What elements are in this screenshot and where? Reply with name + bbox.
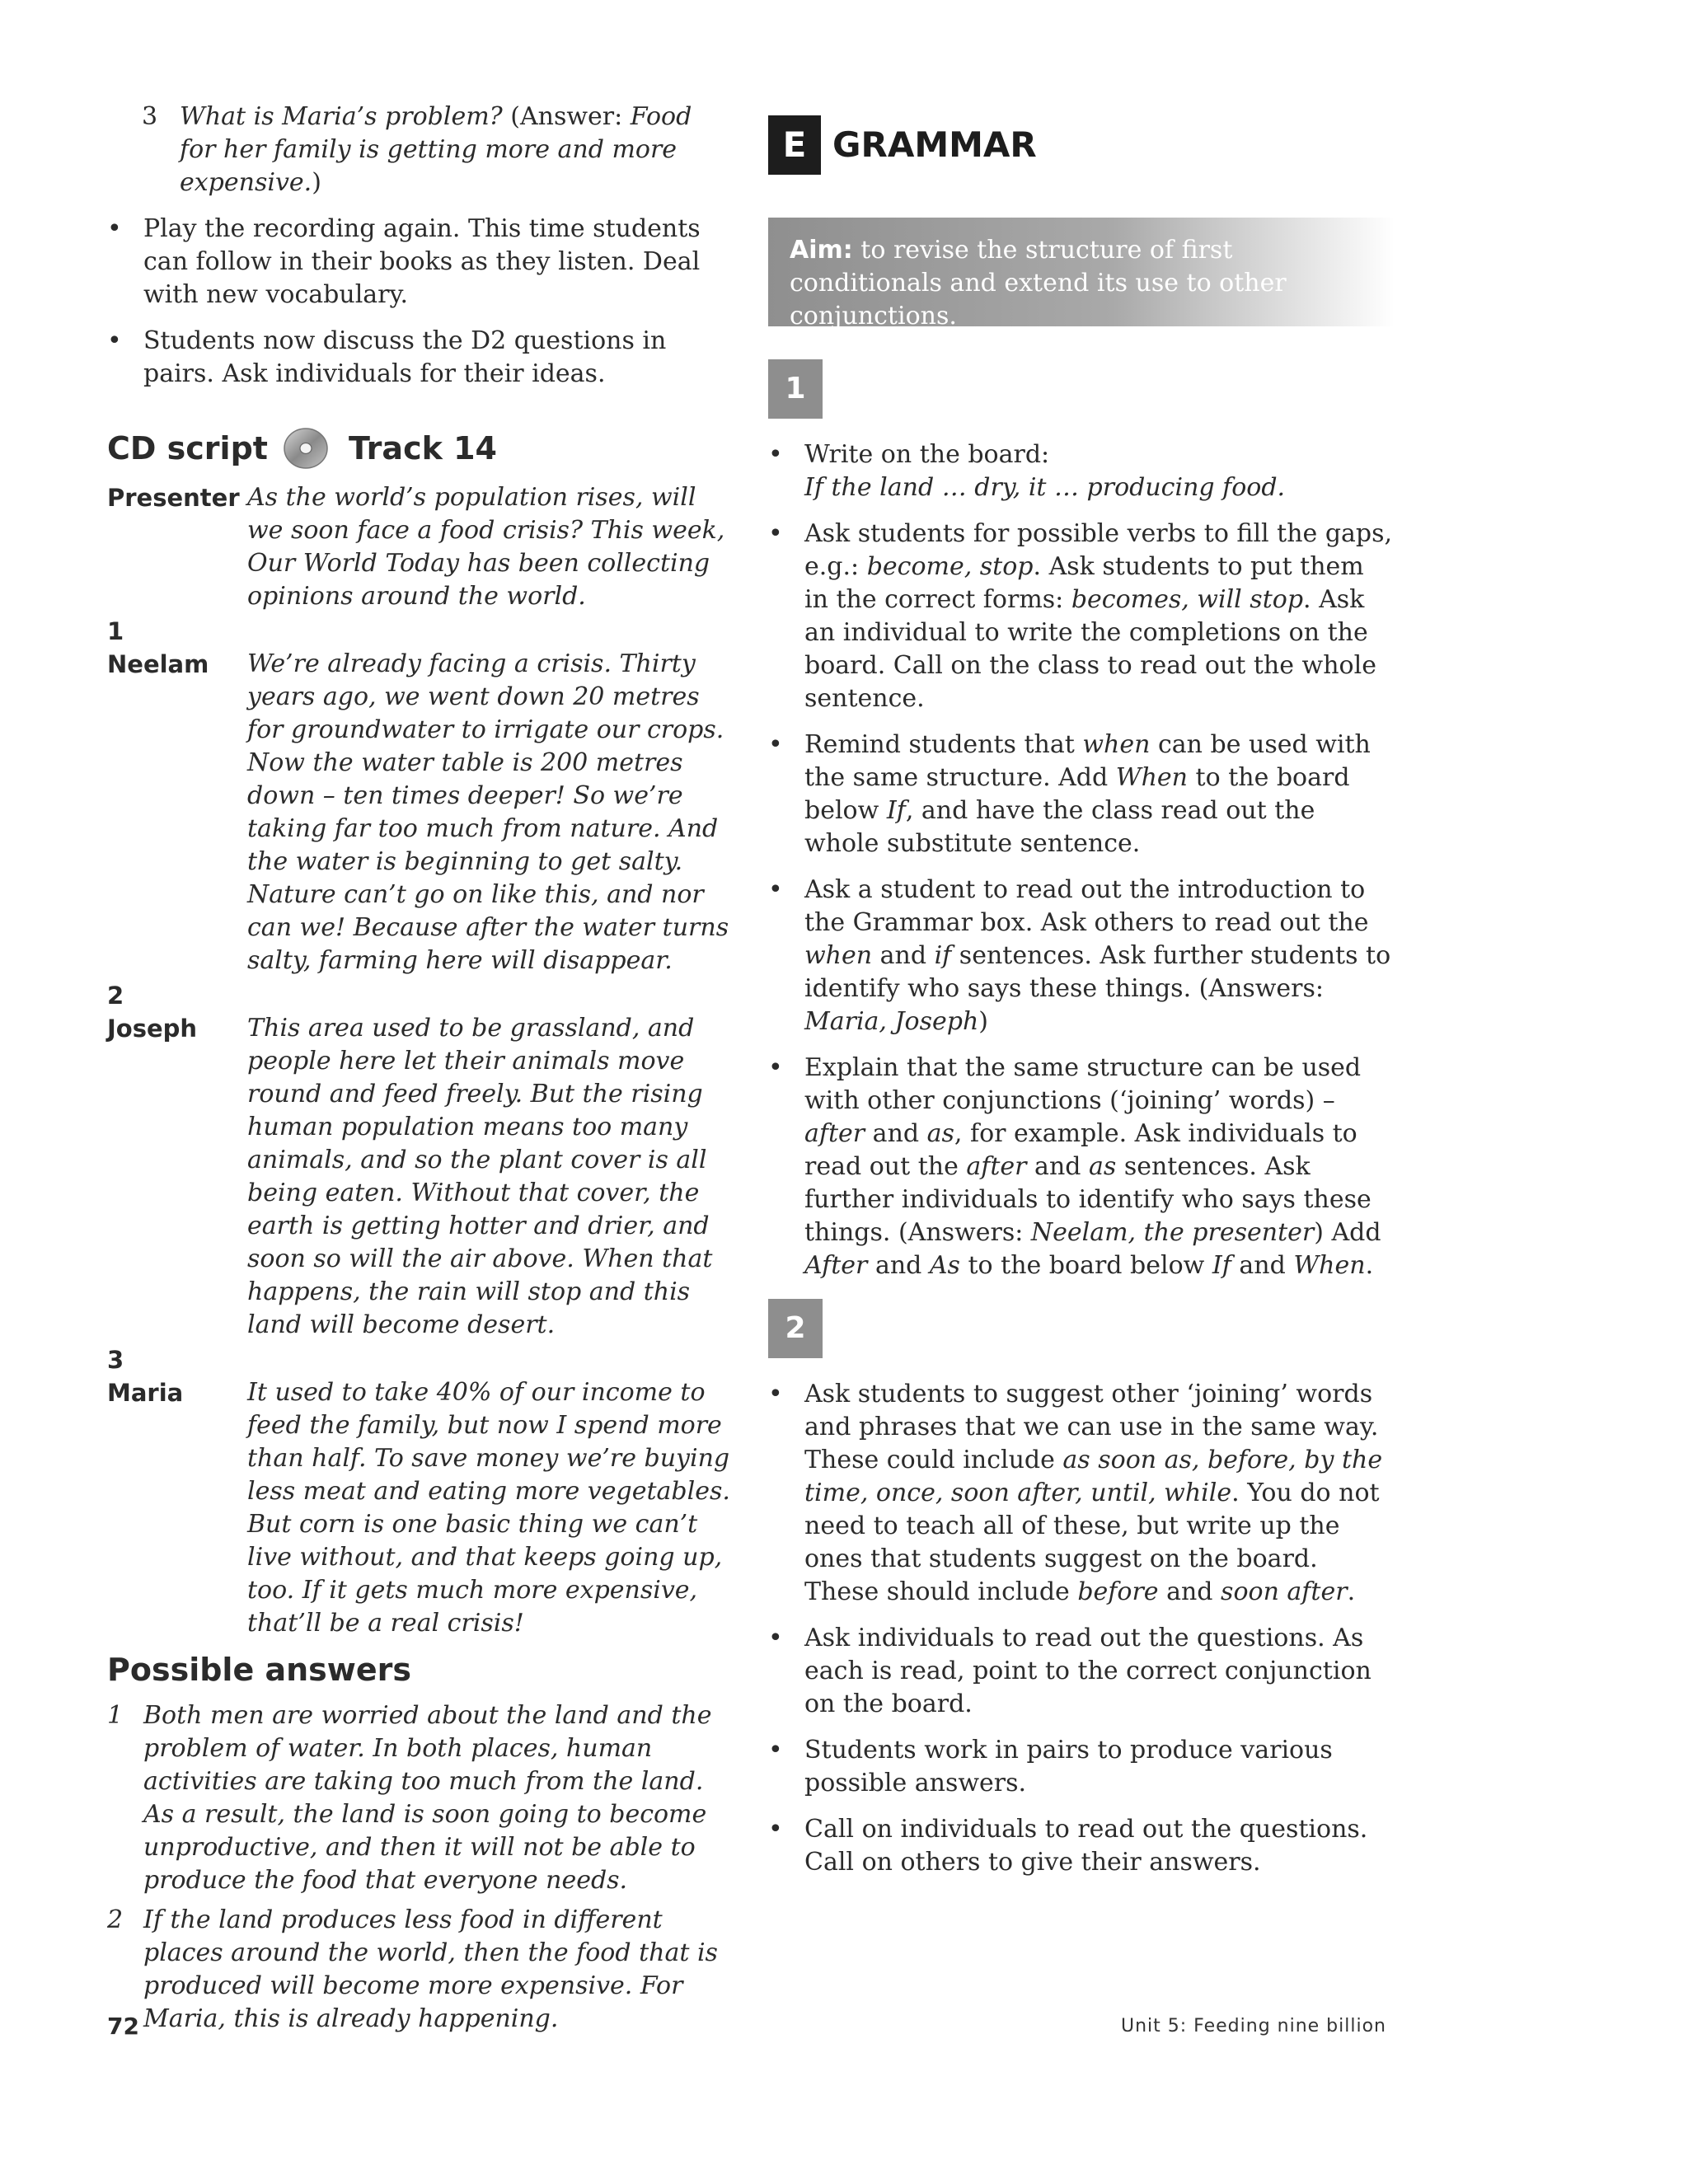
question-text: What is Maria’s problem?	[180, 102, 503, 131]
bullet-text: to the board below	[959, 1251, 1212, 1280]
italic-term: When	[1115, 763, 1188, 792]
answer-number: 1	[107, 1701, 124, 1730]
bullet-item: • Students now discuss the D2 questions in pairs. Ask individuals for their ideas.	[107, 325, 734, 391]
italic-term: as soon as, before, by the time, once, soon after, until, while	[804, 1446, 1383, 1507]
script-entry	[107, 1376, 734, 1640]
cd-script-heading	[107, 425, 734, 471]
italic-term: when	[1082, 730, 1151, 759]
italic-term: As	[929, 1251, 960, 1280]
bullet-text: sentences. Ask further individuals to identify who says these things. (Answers:	[804, 1152, 1372, 1247]
italic-term: If	[1212, 1251, 1231, 1280]
italic-term: as	[926, 1119, 954, 1148]
script-entry	[107, 481, 734, 613]
cd-icon	[283, 425, 329, 471]
item-number: 3	[142, 102, 158, 131]
bullet-item: • Ask individuals to read out the questions. As each is read, point to the correct conjunction on the board.	[768, 1622, 1395, 1721]
italic-term: Neelam, the presenter	[1030, 1218, 1315, 1247]
possible-answers-title: Possible answers	[107, 1652, 411, 1688]
bullet-text: and	[1026, 1152, 1089, 1181]
page-number: 72	[107, 2013, 139, 2040]
speaker-cell	[107, 481, 247, 613]
bullet-text: . You do not need to teach all of these, but write up the ones that students suggest on the board. These should include	[804, 1479, 1380, 1606]
step-number-box: 2	[768, 1299, 823, 1358]
script-entry-number: 3	[107, 1346, 124, 1374]
bullet-text: ) Add	[1314, 1218, 1381, 1247]
italic-term: If	[886, 796, 906, 825]
speaker-text: It used to take 40% of our income to feed the family, but now I spend more than half. To save money we’re buying less meat and eating more vegetables. But corn is one basic thing we can’t live without, and that keeps going up, too. If it gets much more expensive, that’ll be a real crisis!	[247, 1378, 730, 1638]
bullet-item	[768, 438, 1395, 504]
step2-bullets	[768, 1378, 1395, 1879]
bullet-item: • Call on individuals to read out the questions. Call on others to give their answers.	[768, 1813, 1395, 1879]
script-entry-number: 1	[107, 617, 124, 645]
bullet-text: , for example. Ask individuals to read out the	[804, 1119, 1357, 1181]
aim-label: Aim:	[790, 236, 853, 265]
script-entry	[107, 648, 734, 977]
bullet-text: and	[1231, 1251, 1294, 1280]
speaker-name: Joseph	[107, 1015, 198, 1043]
cd-script	[107, 481, 734, 1640]
bullet-text: )	[978, 1007, 988, 1036]
board-sentence: If the land … dry, it … producing food.	[804, 473, 1286, 502]
italic-term: if	[934, 941, 952, 970]
bullet-text: can be used with the same structure. Add	[804, 730, 1371, 792]
bullet-text: and	[872, 941, 935, 970]
italic-term: before	[1077, 1577, 1159, 1606]
italic-term: after	[966, 1152, 1027, 1181]
bullet-text: Write on the board:	[804, 440, 1050, 469]
bullet-item	[768, 518, 1395, 715]
bullet-text: .	[1347, 1577, 1356, 1606]
bullet-text: . Ask students to put them in the correct forms:	[804, 552, 1364, 614]
right-column	[768, 115, 1395, 1892]
speaker-name: Neelam	[107, 650, 209, 678]
bullet-text: sentences. Ask further students to identify who says these things. (Answers:	[804, 941, 1391, 1003]
italic-term: When	[1293, 1251, 1366, 1280]
italic-term: when	[804, 941, 873, 970]
running-footer-unit: Unit 5: Feeding nine billion	[1120, 2016, 1386, 2036]
bullet-text: and	[1158, 1577, 1221, 1606]
italic-term: soon after	[1221, 1577, 1348, 1606]
intro-bullets	[107, 213, 734, 391]
script-entry-number: 2	[107, 982, 124, 1010]
speaker-name: Presenter	[107, 484, 240, 512]
bullet-text: . Ask an individual to write the completions on the board. Call on the class to read out the whole sentence.	[804, 585, 1376, 713]
italic-term: become, stop	[866, 552, 1034, 581]
answer-number: 2	[107, 1905, 124, 1934]
bullet-text: Explain that the same structure can be used with other conjunctions (‘joining’ words) –	[804, 1053, 1362, 1115]
speaker-text: This area used to be grassland, and people here let their animals move round and feed freely. But the rising human population means too many animals, and so the plant cover is all being eaten. Without that cover, the earth is getting hotter and drier, and soon so will the air above. When that happens, the rain will stop and this land will become desert.	[247, 1014, 713, 1339]
answer-item	[107, 1699, 734, 1897]
bullet-item: • Play the recording again. This time students can follow in their books as they listen. Deal with new vocabulary.	[107, 213, 734, 312]
section-title: GRAMMAR	[832, 124, 1037, 165]
aim-box	[768, 218, 1395, 330]
bullet-text: Ask a student to read out the introduction to the Grammar box. Ask others to read out the	[804, 875, 1369, 937]
italic-term: becomes, will stop	[1071, 585, 1304, 614]
bullet-item	[768, 1378, 1395, 1609]
bullet-item: • Students work in pairs to produce various possible answers.	[768, 1734, 1395, 1800]
step-number-box: 1	[768, 359, 823, 419]
bullet-text: and	[865, 1119, 927, 1148]
bullet-text: Remind students that	[804, 730, 1083, 759]
cd-track-label: Track 14	[348, 430, 497, 466]
speaker-name: Maria	[107, 1379, 184, 1407]
speaker-text: We’re already facing a crisis. Thirty years ago, we went down 20 metres for groundwater to irrigate our crops. Now the water table is 200 metres down – ten times deeper! So we’re taking far too much from nature. And the water is beginning to get salty. Nature can’t go on like this, and nor can we! Because after the water turns salty, farming here will disappear.	[247, 649, 729, 975]
bullet-text: Ask students for possible verbs to fill the gaps, e.g.:	[804, 519, 1393, 581]
script-entry	[107, 1012, 734, 1342]
bullet-item	[768, 729, 1395, 860]
section-letter-box: E	[768, 115, 821, 175]
bullet-text: Ask students to suggest other ‘joining’ words and phrases that we can use in the same way. These could include	[804, 1380, 1379, 1474]
section-heading	[768, 115, 1395, 175]
cd-script-title: CD script	[107, 430, 268, 466]
bullet-text: .	[1365, 1251, 1374, 1280]
answer-text: Both men are worried about the land and the problem of water. In both places, human activities are taking too much from the land. As a result, the land is soon going to become unproductive, and then it will not be able to produce the food that everyone needs.	[143, 1701, 712, 1895]
bullet-item	[768, 874, 1395, 1038]
left-column	[107, 101, 734, 2042]
aim-text: to revise the structure of first conditionals and extend its use to other conjunctions.	[790, 236, 1287, 330]
answer-text: If the land produces less food in different places around the world, then the food that is produced will become more expensive. For Maria, this is already happening.	[143, 1905, 718, 2033]
step1-bullets	[768, 438, 1395, 1282]
answer-close: )	[312, 168, 321, 197]
answer-text: Food for her family is getting more and more expensive.	[180, 102, 692, 197]
italic-term: after	[804, 1119, 865, 1148]
possible-answers-list	[107, 1699, 734, 2036]
bullet-text: , and have the class read out the whole substitute sentence.	[804, 796, 1315, 858]
italic-term: Maria, Joseph	[804, 1007, 979, 1036]
speaker-text: As the world’s population rises, will we soon face a food crisis? This week, Our World Today has been collecting opinions around the world.	[247, 483, 725, 611]
answer-open: (Answer:	[502, 102, 631, 131]
intro-question-item	[107, 101, 734, 199]
bullet-text: and	[867, 1251, 930, 1280]
bullet-text: to the board below	[804, 763, 1350, 825]
italic-term: After	[804, 1251, 868, 1280]
answer-item	[107, 1904, 734, 2036]
bullet-item	[768, 1052, 1395, 1282]
italic-term: as	[1089, 1152, 1117, 1181]
